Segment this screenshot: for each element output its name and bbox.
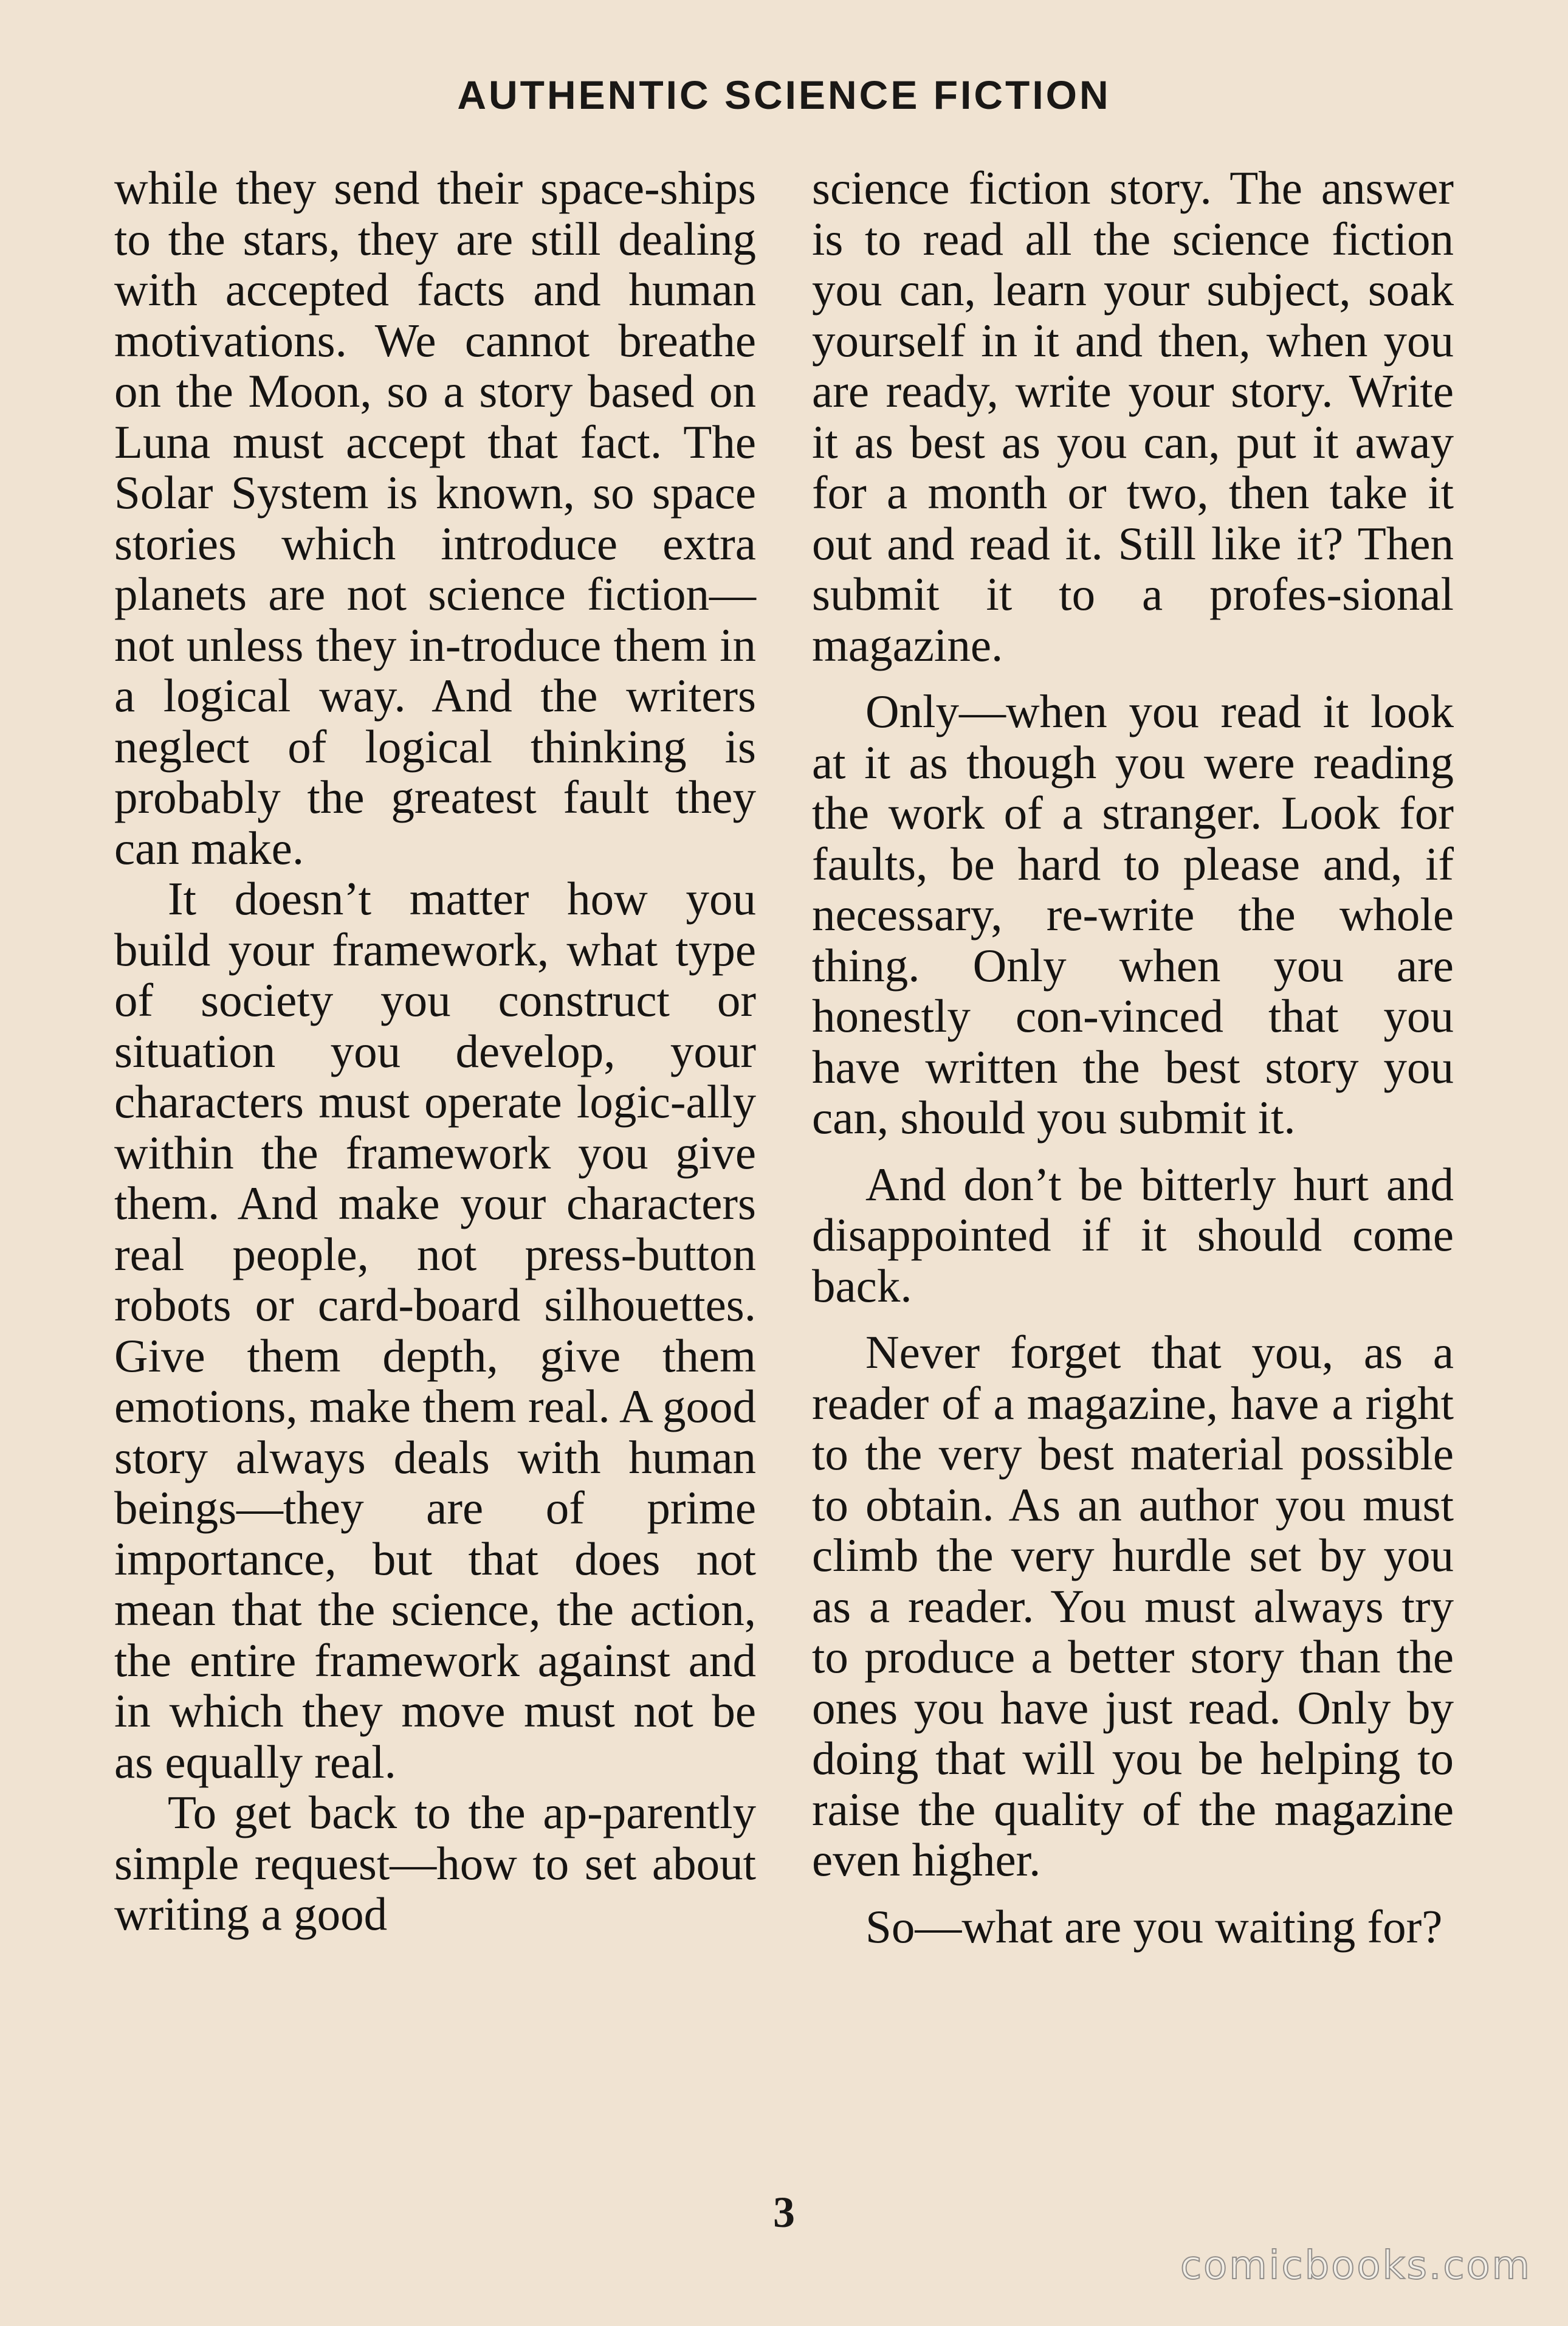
left-paragraph-2: It doesn’t matter how you build your framework, what type of society you construct or situation you develop, your characters must operate logic-ally within the framework you give them. And make your characters real people, not press-button robots or card-board silhouettes. Give them depth, give them emotions, make them real. A good story always deals with human beings—they are of prime importance, but that does not mean that the science, the action, the entire framework against and in which they move must not be as equally real. — [114, 872, 756, 1788]
right-column — [812, 163, 1454, 1952]
left-paragraph-1: while they send their space-ships to the stars, they are still dealing with accepted facts and human motivations. We cannot breathe on the Moon, so a story based on Luna must accept that fact. The Solar System is known, so space stories which introduce extra planets are not science fiction—not unless they in-troduce them in a logical way. And the writers neglect of logical thinking is probably the greatest fault they can make. — [114, 162, 756, 874]
right-paragraph-1: science fiction story. The answer is to read all the science fiction you can, learn your subject, soak yourself in it and then, when you are ready, write your story. Write it as best as you can, put it away for a month or two, then take it out and read it. Still like it? Then submit it to a profes-sional magazine. — [812, 162, 1454, 671]
left-column — [114, 163, 756, 1940]
right-paragraph-2: Only—when you read it look at it as though you were reading the work of a stranger. Look for faults, be hard to please and, if necessary, re-write the whole thing. Only when you are honestly con-vinced that you have written the best story you can, should you submit it. — [812, 685, 1454, 1144]
watermark-text: comicbooks.com — [1180, 2243, 1532, 2288]
right-paragraph-3: And don’t be bitterly hurt and disappointed if it should come back. — [812, 1158, 1454, 1312]
right-paragraph-5: So—what are you waiting for? — [865, 1900, 1443, 1953]
running-head-title: AUTHENTIC SCIENCE FICTION — [457, 72, 1111, 117]
page-number: 3 — [773, 2188, 795, 2237]
right-paragraph-4: Never forget that you, as a reader of a magazine, have a right to the very best material possible to obtain. As an author you must climb the very hurdle set by you as a reader. You must always try to produce a better story than the ones you have just read. Only by doing that will you be helping to raise the quality of the magazine even higher. — [812, 1326, 1454, 1886]
left-paragraph-3: To get back to the ap-parently simple request—how to set about writing a good — [114, 1786, 756, 1940]
